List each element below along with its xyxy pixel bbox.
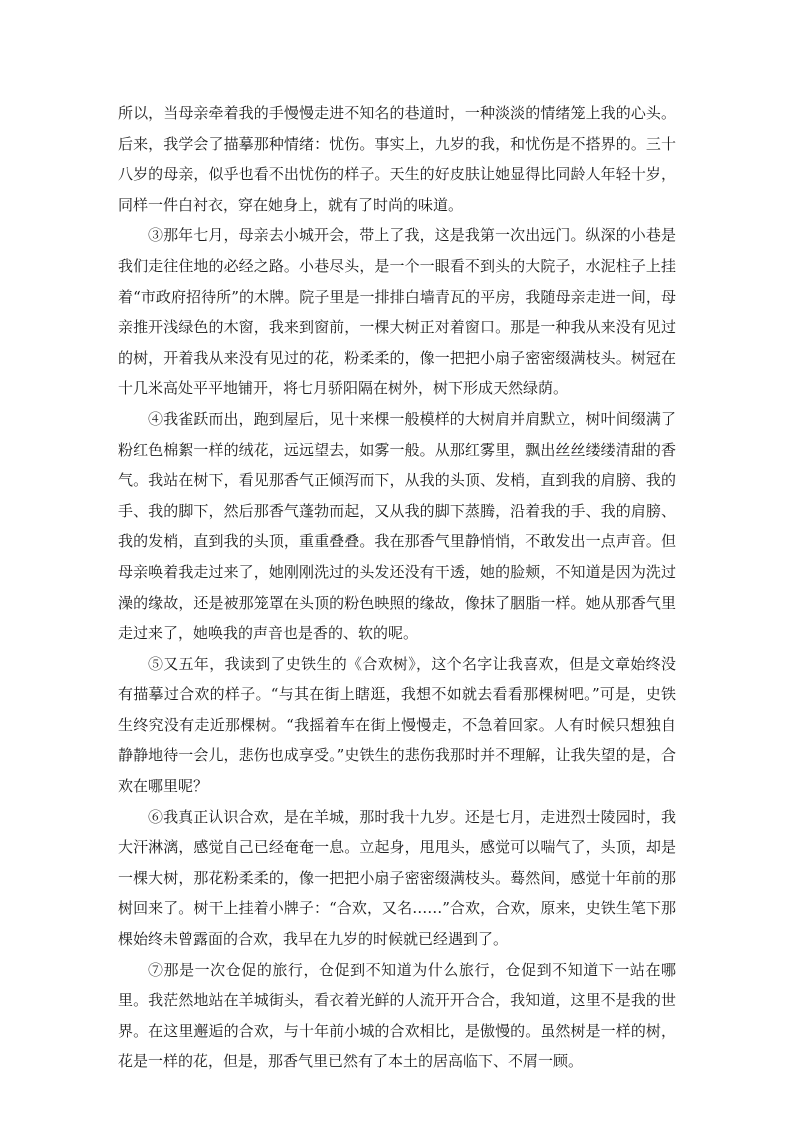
paragraph-7: ⑦那是一次仓促的旅行，仓促到不知道为什么旅行，仓促到不知道下一站在哪里。我茫然地站在羊城街头，看衣着光鲜的人流开开合合，我知道，这里不是我的世界。在这里邂逅的合欢，与十年前小城的合欢相比，是傲慢的。虽然树是一样的树，花是一样的花，但是，那香气里已然有了本土的居高临下、不屑一顾。 <box>118 960 676 1071</box>
paragraph-3: ③那年七月，母亲去小城开会，带上了我，这是我第一次出远门。纵深的小巷是我们走往住地的必经之路。小巷尽头，是一个一眼看不到头的大院子，水泥柱子上挂着“市政府招待所”的木牌。院子里是一排排白墙青瓦的平房，我随母亲走进一间，母亲推开浅绿色的木窗，我来到窗前，一棵大树正对着窗口。那是一种我从来没有见过的树，开着我从来没有见过的花，粉柔柔的，像一把把小扇子密密缀满枝头。树冠在十几米高处平平地铺开，将七月骄阳隔在树外，树下形成天然绿荫。 <box>118 226 676 398</box>
paragraph-6: ⑥我真正认识合欢，是在羊城，那时我十九岁。还是七月，走进烈士陵园时，我大汗淋漓，感觉自己已经奄奄一息。立起身，甩甩头，感觉可以喘气了，头顶，却是一棵大树，那花粉柔柔的，像一把把小扇子密密缀满枝头。蓦然间，感觉十年前的那树回来了。树干上挂着小牌子：“合欢，又名……”合欢，合欢，原来，史铁生笔下那棵始终未曾露面的合欢，我早在九岁的时候就已经遇到了。 <box>118 807 676 949</box>
paragraph-1: 所以，当母亲牵着我的手慢慢走进不知名的巷道时，一种淡淡的情绪笼上我的心头。后来，我学会了描摹那种情绪：忧伤。事实上，九岁的我，和忧伤是不搭界的。三十八岁的母亲，似乎也看不出忧伤的样子。天生的好皮肤让她显得比同龄人年轻十岁，同样一件白衬衣，穿在她身上，就有了时尚的味道。 <box>118 104 676 214</box>
document-body <box>118 98 676 1077</box>
paragraph-4: ④我雀跃而出，跑到屋后，见十来棵一般模样的大树肩并肩默立，树叶间缀满了粉红色棉絮一样的绒花，远远望去，如雾一般。从那红雾里，飘出丝丝缕缕清甜的香气。我站在树下，看见那香气正倾泻而下，从我的头顶、发梢，直到我的肩膀、我的手、我的脚下，然后那香气蓬勃而起，又从我的脚下蒸腾，沿着我的手、我的肩膀、我的发梢，直到我的头顶，重重叠叠。我在那香气里静悄悄，不敢发出一点声音。但母亲唤着我走过来了，她刚刚洗过的头发还没有干透，她的脸颊，不知道是因为洗过澡的缘故，还是被那笼罩在头顶的粉色映照的缘故，像抹了胭脂一样。她从那香气里走过来了，她唤我的声音也是香的、软的呢。 <box>118 409 676 643</box>
paragraph-5: ⑤又五年，我读到了史铁生的《合欢树》，这个名字让我喜欢，但是文章始终没有描摹过合欢的样子。“与其在街上瞎逛，我想不如就去看看那棵树吧。”可是，史铁生终究没有走近那棵树。“我摇着车在街上慢慢走，不急着回家。人有时候只想独自静静地待一会儿，悲伤也成享受。”史铁生的悲伤我那时并不理解，让我失望的是，合欢在哪里呢？ <box>118 654 676 796</box>
